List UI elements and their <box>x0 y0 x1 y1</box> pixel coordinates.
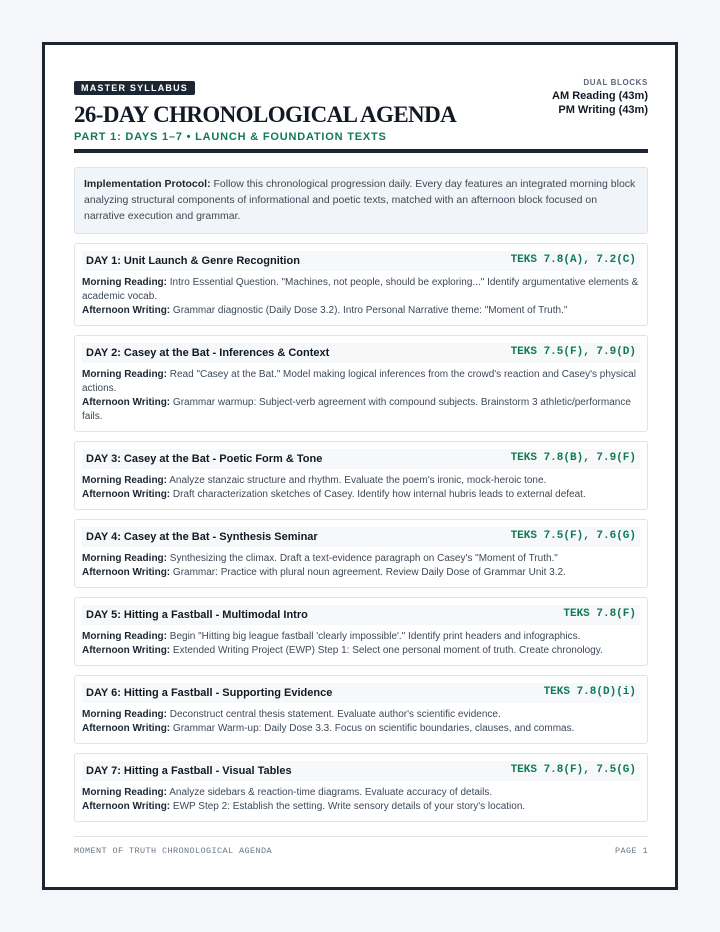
dual-blocks-info <box>552 78 648 117</box>
morning-reading-text: Deconstruct central thesis statement. Evaluate author's scientific evidence. <box>167 709 501 720</box>
morning-reading-line <box>82 368 639 396</box>
teks-code: TEKS 7.8(B), 7.9(F) <box>510 452 636 464</box>
day-card-7 <box>74 753 648 822</box>
morning-reading-label: Morning Reading: <box>82 709 167 720</box>
morning-reading-line <box>82 474 639 488</box>
day-card-6 <box>74 675 648 744</box>
teks-code: TEKS 7.8(D)(i) <box>543 686 636 698</box>
day-body <box>75 469 647 509</box>
day-title: DAY 5: Hitting a Fastball - Multimodal Intro <box>86 609 308 621</box>
day-body <box>75 703 647 743</box>
morning-reading-text: Synthesizing the climax. Draft a text-evidence paragraph on Casey's "Moment of Truth." <box>167 553 558 564</box>
day-card-1 <box>74 243 648 326</box>
day-card-5 <box>74 597 648 666</box>
morning-reading-label: Morning Reading: <box>82 631 167 642</box>
day-body <box>75 781 647 821</box>
afternoon-writing-line <box>82 800 639 814</box>
morning-reading-label: Morning Reading: <box>82 277 167 288</box>
afternoon-writing-text: Grammar Warm-up: Daily Dose 3.3. Focus on scientific boundaries, clauses, and commas. <box>170 723 575 734</box>
page-number: PAGE 1 <box>614 846 648 856</box>
afternoon-writing-label: Afternoon Writing: <box>82 489 171 500</box>
day-header <box>82 343 640 363</box>
day-body <box>75 625 647 665</box>
dual-blocks-label: DUAL BLOCKS <box>583 78 648 87</box>
syllabus-page <box>42 42 678 890</box>
day-body <box>75 271 647 325</box>
morning-reading-text: Analyze sidebars & reaction-time diagrams. Evaluate accuracy of details. <box>167 787 493 798</box>
morning-reading-label: Morning Reading: <box>82 475 167 486</box>
day-card-3 <box>74 441 648 510</box>
morning-reading-text: Intro Essential Question. "Machines, not people, should be exploring..." Identify argumentative elements & academic vocab. <box>82 277 639 302</box>
day-header <box>82 761 640 781</box>
day-header <box>82 605 640 625</box>
afternoon-writing-line <box>82 644 639 658</box>
afternoon-writing-label: Afternoon Writing: <box>82 801 171 812</box>
teks-code: TEKS 7.5(F), 7.9(D) <box>510 346 636 358</box>
day-header <box>82 251 640 271</box>
master-syllabus-badge: MASTER SYLLABUS <box>74 81 195 95</box>
page-footer <box>74 836 648 856</box>
afternoon-writing-line <box>82 396 639 424</box>
day-title: DAY 6: Hitting a Fastball - Supporting Evidence <box>86 687 333 699</box>
page-title: 26-DAY CHRONOLOGICAL AGENDA <box>74 102 457 127</box>
afternoon-writing-label: Afternoon Writing: <box>82 397 171 408</box>
day-title: DAY 4: Casey at the Bat - Synthesis Seminar <box>86 531 318 543</box>
teks-code: TEKS 7.8(F) <box>563 608 636 620</box>
afternoon-writing-text: Grammar warmup: Subject-verb agreement with compound subjects. Brainstorm 3 athletic/performance fails. <box>82 397 631 422</box>
day-title: DAY 7: Hitting a Fastball - Visual Tables <box>86 765 292 777</box>
afternoon-writing-label: Afternoon Writing: <box>82 305 171 316</box>
protocol-text: Follow this chronological progression daily. Every day features an integrated morning block analyzing structural components of informational and poetic texts, matched with an afternoon block focused on narrative execution and grammar. <box>84 178 636 222</box>
day-body <box>75 547 647 587</box>
morning-reading-label: Morning Reading: <box>82 553 167 564</box>
page-content <box>74 78 648 822</box>
day-header <box>82 683 640 703</box>
afternoon-writing-line <box>82 566 639 580</box>
afternoon-writing-text: Grammar diagnostic (Daily Dose 3.2). Intro Personal Narrative theme: "Moment of Truth." <box>170 305 568 316</box>
morning-reading-line <box>82 786 639 800</box>
day-header <box>82 527 640 547</box>
morning-reading-text: Analyze stanzaic structure and rhythm. Evaluate the poem's ironic, mock-heroic tone. <box>167 475 547 486</box>
afternoon-writing-label: Afternoon Writing: <box>82 567 171 578</box>
afternoon-writing-text: EWP Step 2: Establish the setting. Write sensory details of your story's location. <box>170 801 526 812</box>
morning-reading-text: Read "Casey at the Bat." Model making logical inferences from the crowd's reaction and Casey's physical actions. <box>82 369 636 394</box>
teks-code: TEKS 7.5(F), 7.6(G) <box>510 530 636 542</box>
morning-reading-line <box>82 276 639 304</box>
pm-block-label: PM Writing (43m) <box>558 104 648 116</box>
morning-reading-line <box>82 552 639 566</box>
page-subtitle: PART 1: DAYS 1–7 • LAUNCH & FOUNDATION TEXTS <box>74 131 387 143</box>
day-card-4 <box>74 519 648 588</box>
implementation-protocol-box <box>74 167 648 234</box>
footer-title: MOMENT OF TRUTH CHRONOLOGICAL AGENDA <box>74 846 273 856</box>
teks-code: TEKS 7.8(F), 7.5(G) <box>510 764 636 776</box>
afternoon-writing-label: Afternoon Writing: <box>82 645 171 656</box>
morning-reading-line <box>82 630 639 644</box>
protocol-label: Implementation Protocol: <box>84 178 211 190</box>
afternoon-writing-text: Draft characterization sketches of Casey. Identify how internal hubris leads to external defeat. <box>170 489 586 500</box>
day-header <box>82 449 640 469</box>
morning-reading-label: Morning Reading: <box>82 369 167 380</box>
afternoon-writing-text: Extended Writing Project (EWP) Step 1: Select one personal moment of truth. Create chronology. <box>170 645 603 656</box>
day-title: DAY 3: Casey at the Bat - Poetic Form & Tone <box>86 453 323 465</box>
day-body <box>75 363 647 431</box>
teks-code: TEKS 7.8(A), 7.2(C) <box>510 254 636 266</box>
page-header <box>74 78 648 153</box>
morning-reading-text: Begin "Hitting big league fastball 'clearly impossible'." Identify print headers and infographics. <box>167 631 581 642</box>
afternoon-writing-line <box>82 488 639 502</box>
afternoon-writing-label: Afternoon Writing: <box>82 723 171 734</box>
afternoon-writing-text: Grammar: Practice with plural noun agreement. Review Daily Dose of Grammar Unit 3.2. <box>170 567 566 578</box>
day-card-2 <box>74 335 648 432</box>
day-title: DAY 1: Unit Launch & Genre Recognition <box>86 255 300 267</box>
day-title: DAY 2: Casey at the Bat - Inferences & Context <box>86 347 330 359</box>
am-block-label: AM Reading (43m) <box>552 90 648 102</box>
afternoon-writing-line <box>82 304 639 318</box>
morning-reading-label: Morning Reading: <box>82 787 167 798</box>
morning-reading-line <box>82 708 639 722</box>
afternoon-writing-line <box>82 722 639 736</box>
